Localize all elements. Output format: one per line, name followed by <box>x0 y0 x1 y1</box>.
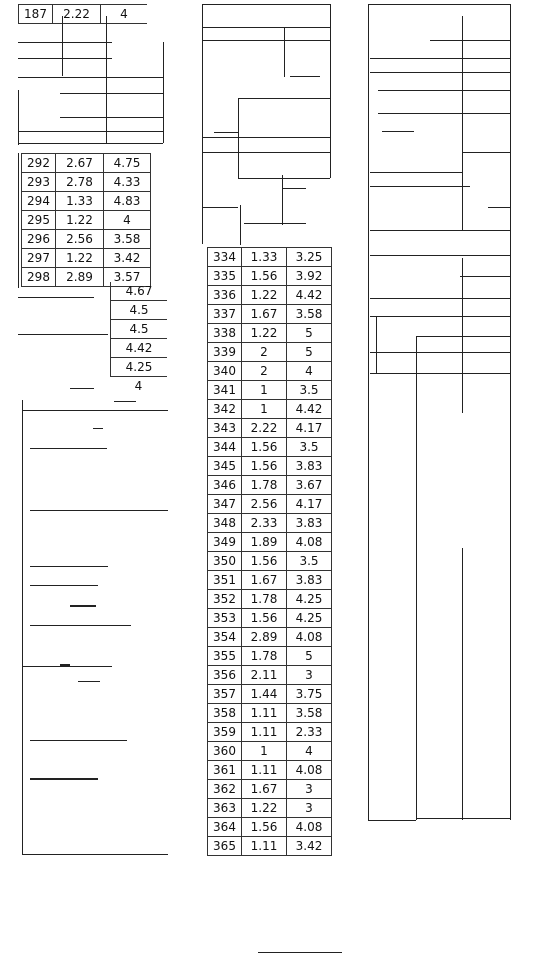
row-id-cell: 346 <box>208 476 242 495</box>
rule-line <box>30 585 98 586</box>
rule-line <box>22 410 168 411</box>
row-id-cell: 297 <box>22 249 56 268</box>
value-b-cell: 4.83 <box>104 192 151 211</box>
value-b-cell: 5 <box>287 343 332 362</box>
table-row <box>22 249 151 268</box>
value-b-cell: 4 <box>287 362 332 381</box>
rule-line <box>214 132 238 133</box>
value-a-cell: 2.33 <box>242 514 287 533</box>
value-b-cell: 4 <box>104 211 151 230</box>
rule-line <box>460 276 510 277</box>
table-row <box>208 286 332 305</box>
value-b-cell: 5 <box>287 324 332 343</box>
row-id-cell: 343 <box>208 419 242 438</box>
rule-line <box>22 854 168 855</box>
rule-line <box>18 153 19 288</box>
value-b-cell: 4.42 <box>287 400 332 419</box>
table-row <box>208 780 332 799</box>
value-a-cell: 1.56 <box>242 609 287 628</box>
row-id-cell: 341 <box>208 381 242 400</box>
rule-line <box>18 143 163 144</box>
row-id-cell: 344 <box>208 438 242 457</box>
row-id-cell: 350 <box>208 552 242 571</box>
value-a-cell: 1.56 <box>242 552 287 571</box>
rule-line <box>284 27 285 77</box>
value-a-cell: 2.89 <box>56 268 104 287</box>
rule-line <box>370 172 462 173</box>
value-a-cell: 2.22 <box>242 419 287 438</box>
value-b-cell: 3 <box>287 799 332 818</box>
value-b-cell: 5 <box>287 647 332 666</box>
rule-line <box>30 510 168 511</box>
row-id-cell: 294 <box>22 192 56 211</box>
value-a-cell: 1.78 <box>242 476 287 495</box>
value-b-cell: 4.08 <box>287 818 332 837</box>
rule-line <box>202 207 238 208</box>
row-id-cell: 358 <box>208 704 242 723</box>
rule-line <box>18 131 163 132</box>
table-row <box>208 495 332 514</box>
value-a-cell: 2.22 <box>53 5 101 24</box>
rule-line <box>370 373 510 374</box>
rule-line <box>416 818 510 819</box>
table-row <box>22 173 151 192</box>
rule-line <box>114 401 136 402</box>
value-b-cell: 3.92 <box>287 267 332 286</box>
bottom-rule <box>258 952 342 953</box>
rule-line <box>202 4 330 5</box>
value-b-cell: 3 <box>287 666 332 685</box>
table-row <box>208 457 332 476</box>
row-id-cell: 339 <box>208 343 242 362</box>
left-data-table <box>21 153 151 287</box>
row-id-cell: 348 <box>208 514 242 533</box>
value-b-cell: 3.5 <box>287 438 332 457</box>
rule-line <box>202 27 330 28</box>
row-id-cell: 363 <box>208 799 242 818</box>
rule-line <box>370 72 510 73</box>
rule-line <box>18 58 112 59</box>
value-a-cell: 1.67 <box>242 571 287 590</box>
rule-line <box>368 820 416 821</box>
rule-line <box>282 188 306 189</box>
table-row <box>208 533 332 552</box>
rule-line <box>382 131 414 132</box>
row-id-cell: 360 <box>208 742 242 761</box>
table-row <box>22 192 151 211</box>
rule-line <box>370 230 510 231</box>
table-row <box>208 305 332 324</box>
rule-line <box>462 258 463 413</box>
value-a-cell: 1 <box>242 381 287 400</box>
row-id-cell: 362 <box>208 780 242 799</box>
rule-line <box>70 605 96 607</box>
row-id-cell: 342 <box>208 400 242 419</box>
value-b-cell: 3 <box>287 780 332 799</box>
row-id-cell: 337 <box>208 305 242 324</box>
rule-line <box>462 548 463 820</box>
row-id-cell: 295 <box>22 211 56 230</box>
value-b-cell: 3.25 <box>287 248 332 267</box>
rule-line <box>462 152 510 153</box>
table-row <box>208 647 332 666</box>
table-row <box>19 5 148 24</box>
table-row <box>208 381 332 400</box>
value-a-cell: 2.11 <box>242 666 287 685</box>
row-id-cell: 351 <box>208 571 242 590</box>
value-b-cell: 2.33 <box>287 723 332 742</box>
value-cell: 4.42 <box>110 339 167 358</box>
row-id-cell: 334 <box>208 248 242 267</box>
value-a-cell: 1 <box>242 400 287 419</box>
value-b-cell: 3.57 <box>104 268 151 287</box>
table-row <box>208 761 332 780</box>
table-row <box>208 723 332 742</box>
rule-line <box>370 316 510 317</box>
value-a-cell: 1.78 <box>242 590 287 609</box>
value-a-cell: 1.67 <box>242 780 287 799</box>
value-a-cell: 1.89 <box>242 533 287 552</box>
table-row <box>208 837 332 856</box>
value-cell: 4.25 <box>110 358 167 377</box>
value-a-cell: 2.78 <box>56 173 104 192</box>
rule-line <box>330 98 331 178</box>
row-id-cell: 298 <box>22 268 56 287</box>
rule-line <box>163 42 164 143</box>
value-b-cell: 4.33 <box>104 173 151 192</box>
rule-line <box>60 117 164 118</box>
left-extra-values <box>110 282 167 395</box>
value-cell: 4 <box>134 379 143 393</box>
value-b-cell: 3.83 <box>287 514 332 533</box>
value-a-cell: 1.22 <box>242 286 287 305</box>
value-b-cell: 3.75 <box>287 685 332 704</box>
row-id-cell: 357 <box>208 685 242 704</box>
rule-line <box>290 76 320 77</box>
table-row <box>208 685 332 704</box>
rule-line <box>416 336 510 337</box>
rule-line <box>462 16 463 231</box>
rule-line <box>18 334 108 335</box>
row-id-cell: 361 <box>208 761 242 780</box>
table-row <box>208 666 332 685</box>
value-b-cell: 3.83 <box>287 457 332 476</box>
rule-line <box>240 205 241 245</box>
rule-line <box>78 681 100 682</box>
table-row <box>208 419 332 438</box>
value-a-cell: 1.22 <box>242 324 287 343</box>
value-cell: 4.5 <box>110 320 167 339</box>
value-a-cell: 1.11 <box>242 723 287 742</box>
value-a-cell: 1.33 <box>242 248 287 267</box>
rule-line <box>22 666 112 667</box>
value-a-cell: 1.56 <box>242 438 287 457</box>
value-b-cell: 4.25 <box>287 609 332 628</box>
value-a-cell: 1.11 <box>242 837 287 856</box>
row-id-cell: 347 <box>208 495 242 514</box>
rule-line <box>376 316 377 373</box>
value-cell: 4.5 <box>110 301 167 320</box>
row-id-cell: 354 <box>208 628 242 647</box>
value-b-cell: 4.08 <box>287 533 332 552</box>
table-row <box>208 248 332 267</box>
value-a-cell: 1.22 <box>56 211 104 230</box>
rule-line <box>430 40 510 41</box>
table-row <box>208 343 332 362</box>
table-row <box>208 267 332 286</box>
rule-line <box>106 16 107 143</box>
rule-line <box>202 40 330 41</box>
rule-line <box>60 93 164 94</box>
rule-line <box>202 152 330 153</box>
row-id-cell: 349 <box>208 533 242 552</box>
table-row <box>208 514 332 533</box>
row-id-cell: 356 <box>208 666 242 685</box>
value-b-cell: 3.5 <box>287 381 332 400</box>
rule-line <box>30 740 127 741</box>
table-row <box>208 818 332 837</box>
value-a-cell: 1.56 <box>242 457 287 476</box>
rule-line <box>30 778 98 780</box>
rule-line <box>488 207 510 208</box>
value-a-cell: 1.56 <box>242 818 287 837</box>
table-row <box>208 362 332 381</box>
rule-line <box>370 298 510 299</box>
value-a-cell: 2 <box>242 343 287 362</box>
rule-line <box>510 4 511 820</box>
rule-line <box>70 388 94 389</box>
value-a-cell: 1.22 <box>242 799 287 818</box>
rule-line <box>416 336 417 820</box>
rule-line <box>282 175 283 225</box>
table-row <box>208 476 332 495</box>
row-id-cell: 355 <box>208 647 242 666</box>
rule-line <box>238 98 330 99</box>
value-b-cell: 3.67 <box>287 476 332 495</box>
rule-line <box>370 186 470 187</box>
rule-line <box>202 137 330 138</box>
row-id-cell: 187 <box>19 5 53 24</box>
value-b-cell: 4.75 <box>104 154 151 173</box>
row-id-cell: 292 <box>22 154 56 173</box>
row-id-cell: 359 <box>208 723 242 742</box>
rule-line <box>60 664 70 666</box>
value-b-cell: 4.17 <box>287 495 332 514</box>
value-a-cell: 1 <box>242 742 287 761</box>
value-a-cell: 1.22 <box>56 249 104 268</box>
rule-line <box>30 448 107 449</box>
rule-line <box>368 4 369 820</box>
table-row <box>208 400 332 419</box>
table-row <box>208 628 332 647</box>
value-b-cell: 3.58 <box>287 704 332 723</box>
value-a-cell: 1.33 <box>56 192 104 211</box>
rule-line <box>244 223 306 224</box>
rule-line <box>330 4 331 99</box>
rule-line <box>18 90 19 145</box>
value-b-cell: 4 <box>101 5 148 24</box>
rule-line <box>62 16 63 76</box>
top-row-table <box>18 4 147 24</box>
middle-table-body <box>208 248 332 856</box>
value-b-cell: 4.25 <box>287 590 332 609</box>
value-a-cell: 2.67 <box>56 154 104 173</box>
table-row <box>208 438 332 457</box>
value-cell: 4.67 <box>110 282 167 301</box>
row-id-cell: 338 <box>208 324 242 343</box>
row-id-cell: 345 <box>208 457 242 476</box>
value-b-cell: 3.58 <box>287 305 332 324</box>
table-row <box>208 609 332 628</box>
rule-line <box>378 90 510 91</box>
row-id-cell: 335 <box>208 267 242 286</box>
table-row <box>22 154 151 173</box>
rule-line <box>370 58 510 59</box>
value-b-cell: 3.58 <box>104 230 151 249</box>
rule-line <box>370 352 510 353</box>
table-row <box>208 799 332 818</box>
middle-data-table <box>207 247 332 856</box>
value-b-cell: 3.42 <box>104 249 151 268</box>
value-a-cell: 2.89 <box>242 628 287 647</box>
table-row <box>208 552 332 571</box>
value-b-cell: 3.5 <box>287 552 332 571</box>
value-b-cell: 4.17 <box>287 419 332 438</box>
value-a-cell: 1.11 <box>242 704 287 723</box>
row-id-cell: 336 <box>208 286 242 305</box>
value-a-cell: 2.56 <box>56 230 104 249</box>
rule-line <box>238 98 239 178</box>
value-b-cell: 4.42 <box>287 286 332 305</box>
table-row <box>208 324 332 343</box>
value-b-cell: 3.83 <box>287 571 332 590</box>
rule-line <box>30 566 108 567</box>
value-a-cell: 1.44 <box>242 685 287 704</box>
row-id-cell: 365 <box>208 837 242 856</box>
rule-line <box>378 113 510 114</box>
value-a-cell: 1.78 <box>242 647 287 666</box>
table-row <box>208 571 332 590</box>
rule-line <box>22 400 23 855</box>
table-row <box>22 230 151 249</box>
table-row <box>208 704 332 723</box>
row-id-cell: 364 <box>208 818 242 837</box>
value-a-cell: 1.11 <box>242 761 287 780</box>
value-b-cell: 4 <box>287 742 332 761</box>
row-id-cell: 296 <box>22 230 56 249</box>
rule-line <box>368 4 510 5</box>
value-b-cell: 4.08 <box>287 761 332 780</box>
row-id-cell: 293 <box>22 173 56 192</box>
rule-line <box>18 297 94 298</box>
row-id-cell: 340 <box>208 362 242 381</box>
rule-line <box>18 77 163 78</box>
row-id-cell: 353 <box>208 609 242 628</box>
value-a-cell: 2 <box>242 362 287 381</box>
rule-line <box>238 178 330 179</box>
value-a-cell: 1.56 <box>242 267 287 286</box>
rule-line <box>93 428 103 429</box>
value-a-cell: 1.67 <box>242 305 287 324</box>
rule-line <box>30 625 131 626</box>
value-a-cell: 2.56 <box>242 495 287 514</box>
table-row <box>22 211 151 230</box>
value-b-cell: 3.42 <box>287 837 332 856</box>
row-id-cell: 352 <box>208 590 242 609</box>
table-row <box>208 742 332 761</box>
rule-line <box>370 255 510 256</box>
table-row <box>208 590 332 609</box>
value-b-cell: 4.08 <box>287 628 332 647</box>
rule-line <box>18 42 112 43</box>
